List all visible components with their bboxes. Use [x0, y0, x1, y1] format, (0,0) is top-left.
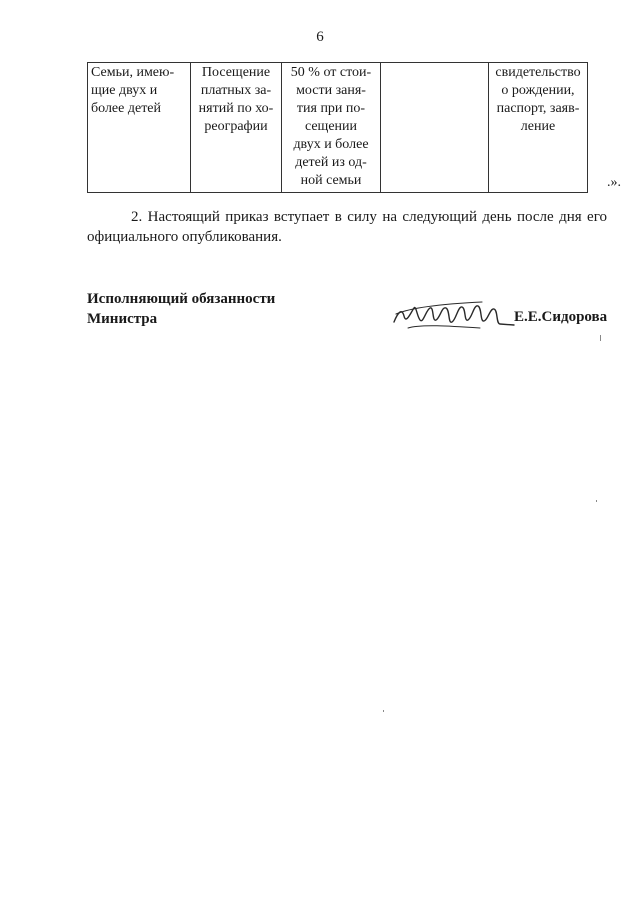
cell-line: реографии	[204, 119, 268, 134]
cell-line: Семьи, имею-	[91, 65, 175, 80]
scan-speck	[600, 335, 601, 341]
signatory-title	[87, 289, 275, 329]
cell-line: 50 % от стои-	[290, 65, 372, 80]
table-cell-service	[191, 63, 282, 193]
closing-quote: .».	[607, 175, 621, 190]
cell-line: щие двух и	[91, 83, 158, 98]
paragraph-line: официального опубликования.	[87, 229, 282, 245]
table-cell-discount	[282, 63, 381, 193]
cell-line: ление	[520, 119, 556, 134]
table-cell-documents	[489, 63, 588, 193]
signatory-name: Е.Е.Сидорова	[514, 309, 608, 325]
cell-line: Посещение	[201, 65, 271, 80]
paragraph-line: 2. Настоящий приказ вступает в силу на следующий день после дня его	[131, 209, 607, 225]
cell-line: тия при по-	[296, 101, 366, 116]
cell-line: мости заня-	[296, 83, 366, 98]
cell-line: ной семьи	[300, 173, 362, 188]
cell-line: сещении	[304, 119, 358, 134]
table-cell-category	[88, 63, 191, 193]
table-row	[88, 63, 588, 193]
cell-line: детей из од-	[295, 155, 367, 170]
scan-speck	[596, 500, 597, 502]
cell-line: свидетельство	[495, 65, 581, 80]
signatory-title-line: Исполняющий обязанности	[87, 291, 276, 307]
eligibility-table	[87, 62, 588, 193]
handwritten-signature	[390, 294, 515, 336]
signatory-title-line: Министра	[87, 311, 158, 327]
cell-line: более детей	[91, 101, 162, 116]
cell-line: паспорт, заяв-	[496, 101, 580, 116]
scan-speck	[383, 710, 384, 712]
cell-line: о рождении,	[501, 83, 575, 98]
cell-line: платных за-	[200, 83, 272, 98]
cell-line: нятий по хо-	[198, 101, 274, 116]
page-number: 6	[316, 29, 324, 45]
table-cell-empty	[381, 63, 489, 193]
effective-date-paragraph	[87, 207, 607, 247]
cell-line: двух и более	[293, 137, 369, 152]
